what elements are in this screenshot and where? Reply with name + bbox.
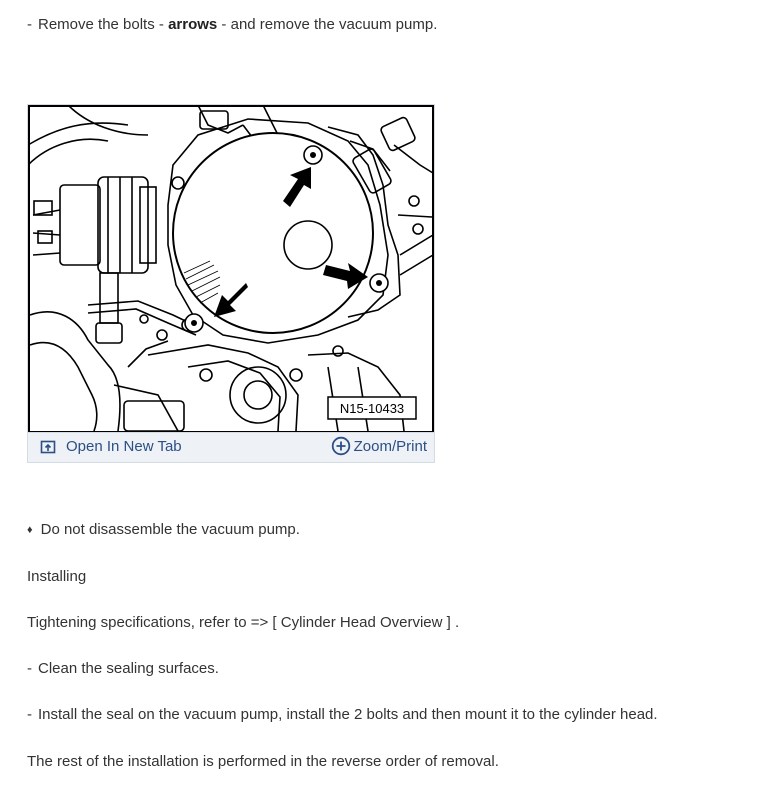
- step-text-after: - and remove the vacuum pump.: [217, 16, 438, 33]
- open-in-new-tab-label: Open In New Tab: [66, 438, 182, 455]
- step-text: Install the seal on the vacuum pump, install the 2 bolts and then mount it to the cylinder head.: [38, 706, 658, 723]
- illustration-figure: [27, 104, 435, 463]
- step-text-before: Remove the bolts -: [38, 16, 169, 33]
- step-remove-bolts: [27, 16, 437, 34]
- step-dash: -: [27, 660, 32, 677]
- zoom-print-link[interactable]: [331, 436, 427, 456]
- open-in-new-tab-link[interactable]: [40, 438, 182, 455]
- figure-label: N15-10433: [339, 401, 405, 416]
- step-clean-surfaces: [27, 660, 219, 678]
- figure-toolbar: [28, 432, 434, 462]
- step-dash: -: [27, 16, 32, 33]
- diamond-bullet-icon: ♦: [27, 524, 33, 536]
- open-new-tab-icon: [40, 439, 56, 455]
- note-bullet-item: [27, 521, 300, 540]
- vacuum-pump-illustration[interactable]: [28, 105, 434, 433]
- zoom-print-label: Zoom/Print: [353, 437, 427, 455]
- step-dash: -: [27, 706, 32, 723]
- step-install-seal: [27, 706, 658, 724]
- closing-note: The rest of the installation is performed in the reverse order of removal.: [27, 753, 499, 770]
- installing-heading: Installing: [27, 568, 87, 585]
- step-text-bold: arrows: [168, 16, 218, 33]
- note-text: Do not disassemble the vacuum pump.: [40, 521, 300, 538]
- step-text: Clean the sealing surfaces.: [38, 660, 219, 677]
- tightening-specifications: Tightening specifications, refer to => [ Cylinder Head Overview ] .: [27, 614, 460, 631]
- zoom-plus-icon: [331, 436, 351, 456]
